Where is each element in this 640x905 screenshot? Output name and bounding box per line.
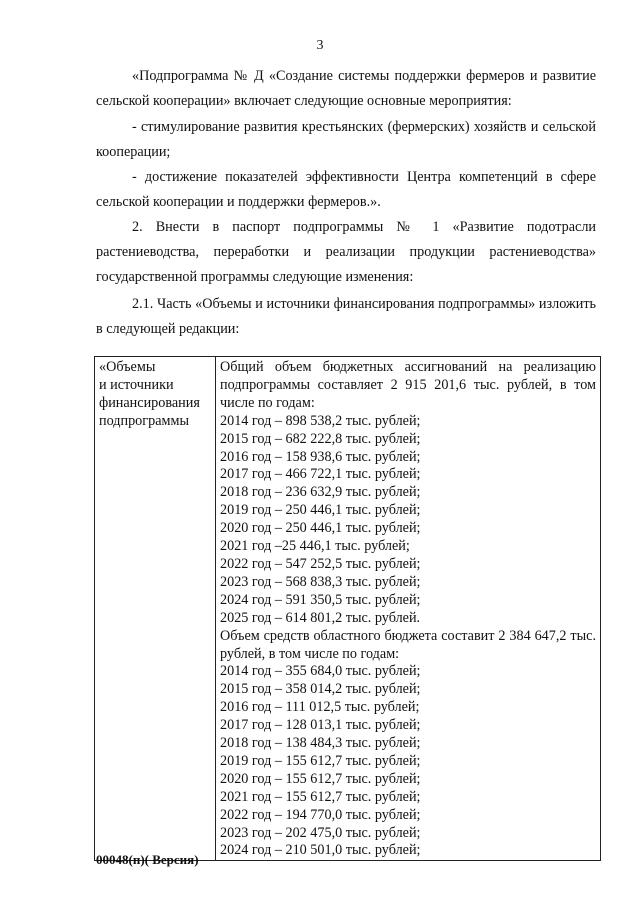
total-year-line: 2022 год – 547 252,5 тыс. рублей; <box>220 555 421 572</box>
regional-year-line: 2021 год – 155 612,7 тыс. рублей; <box>220 788 421 805</box>
total-year-line: 2018 год – 236 632,9 тыс. рублей; <box>220 484 421 501</box>
regional-year-line: 2017 год – 128 013,1 тыс. рублей; <box>220 717 421 734</box>
table-row <box>95 357 601 861</box>
funding-label-cell <box>95 357 216 861</box>
funding-value-cell <box>216 357 601 861</box>
total-budget-intro: Общий объем бюджетных ассигнований на реализацию подпрограммы составляет 2 915 201,6 тыс. рублей, в том числе по годам: <box>220 359 596 411</box>
total-year-line: 2024 год – 591 350,5 тыс. рублей; <box>220 591 421 608</box>
total-year-line: 2015 год – 682 222,8 тыс. рублей; <box>220 430 421 447</box>
regional-year-line: 2023 год – 202 475,0 тыс. рублей; <box>220 824 421 841</box>
total-year-line: 2025 год – 614 801,2 тыс. рублей. <box>220 609 421 626</box>
regional-year-line: 2014 год – 355 684,0 тыс. рублей; <box>220 663 421 680</box>
label-line: «Объемы <box>99 359 156 375</box>
total-year-line: 2014 год – 898 538,2 тыс. рублей; <box>220 412 421 429</box>
regional-year-line: 2019 год – 155 612,7 тыс. рублей; <box>220 752 421 769</box>
paragraph-item-2-1: 2.1. Часть «Объемы и источники финансирования подпрограммы» изложить в следующей редакции: <box>96 296 596 337</box>
paragraph-subprogram-d: «Подпрограмма № Д «Создание системы поддержки фермеров и развитие сельской кооперации» включает следующие основные мероприятия: <box>96 68 596 109</box>
total-year-line: 2021 год –25 446,1 тыс. рублей; <box>220 538 410 555</box>
total-year-line: 2020 год – 250 446,1 тыс. рублей; <box>220 520 421 537</box>
paragraph-item-2: 2. Внести в паспорт подпрограммы № 1 «Развитие подотрасли растениеводства, переработки и реализации продукции растениеводства» государственной программы следующие изменения: <box>96 219 596 285</box>
regional-year-line: 2024 год – 210 501,0 тыс. рублей; <box>220 842 421 859</box>
regional-year-line: 2018 год – 138 484,3 тыс. рублей; <box>220 735 421 752</box>
total-year-line: 2017 год – 466 722,1 тыс. рублей; <box>220 466 421 483</box>
total-year-line: 2016 год – 158 938,6 тыс. рублей; <box>220 448 421 465</box>
funding-table <box>94 356 601 861</box>
paragraph-bullet-competence-center: - достижение показателей эффективности Центра компетенций в сфере сельской кооперации и поддержки фермеров.». <box>96 169 596 210</box>
label-line: подпрограммы <box>99 412 189 429</box>
regional-year-line: 2016 год – 111 012,5 тыс. рублей; <box>220 699 420 716</box>
regional-year-line: 2022 год – 194 770,0 тыс. рублей; <box>220 806 421 823</box>
document-version-footer: 00048(п)( Версия) <box>96 852 199 867</box>
regional-year-line: 2015 год – 358 014,2 тыс. рублей; <box>220 681 421 698</box>
total-year-line: 2023 год – 568 838,3 тыс. рублей; <box>220 573 421 590</box>
regional-year-line: 2020 год – 155 612,7 тыс. рублей; <box>220 770 421 787</box>
regional-budget-intro: Объем средств областного бюджета составит 2 384 647,2 тыс. рублей, в том числе по годам: <box>220 627 596 662</box>
label-line: и источники <box>99 376 174 393</box>
page-number: 3 <box>316 38 324 53</box>
label-line: финансирования <box>99 394 200 411</box>
paragraph-bullet-stimulation: - стимулирование развития крестьянских (фермерских) хозяйств и сельской кооперации; <box>96 119 596 160</box>
total-year-line: 2019 год – 250 446,1 тыс. рублей; <box>220 502 421 519</box>
